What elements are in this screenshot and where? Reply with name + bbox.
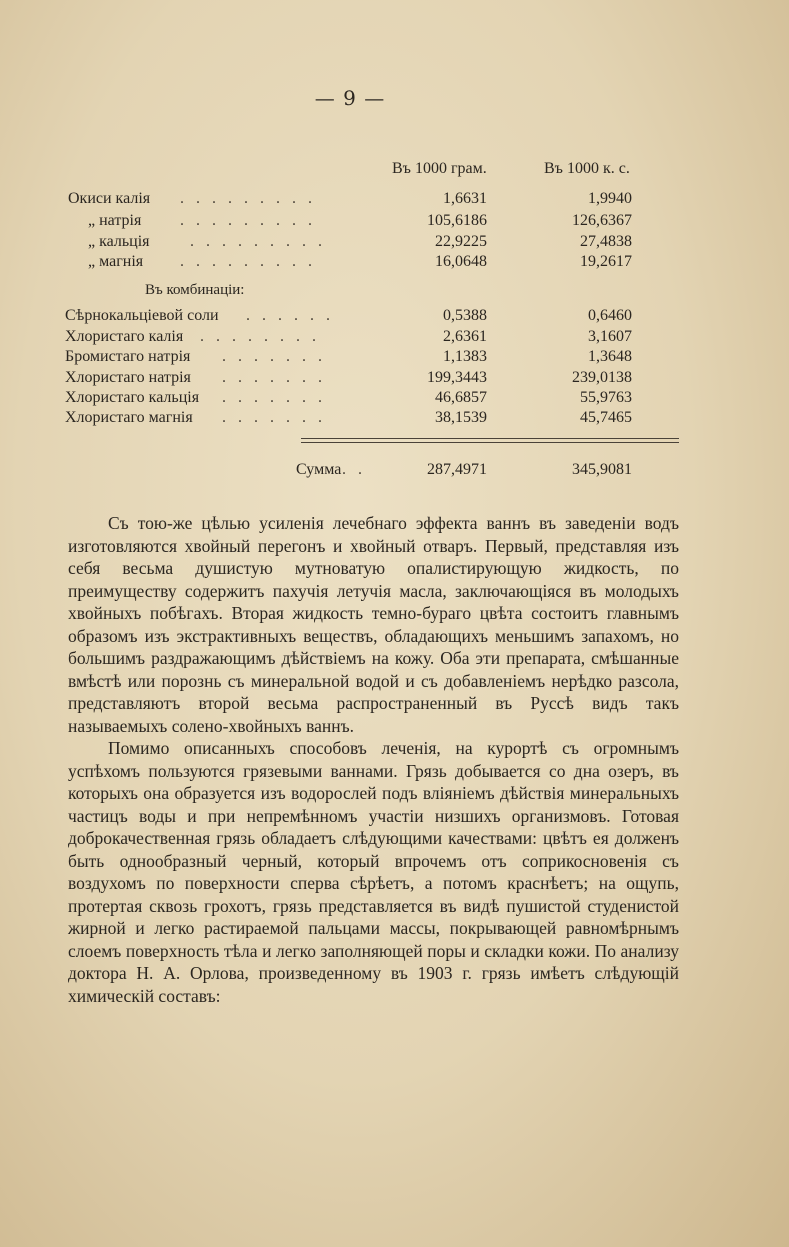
row-label: „ натрія [88,212,142,229]
value-cc: 3,1607 [588,328,632,345]
row-label: Бромистаго натрія [65,348,191,365]
leader-dots: . . . . . . [246,307,334,324]
value-grams: 16,0648 [435,253,487,270]
value-grams: 1,6631 [443,190,487,207]
sum-row [0,460,789,480]
value-grams: 0,5388 [443,307,487,324]
value-cc: 1,9940 [588,190,632,207]
leader-dots: . . . . . . . . . [180,253,316,270]
table-row [0,347,789,367]
row-label: Хлористаго магнія [65,409,193,426]
sum-divider [301,438,679,439]
row-label: Хлористаго натрія [65,369,191,386]
row-label: Хлористаго кальція [65,389,200,406]
table-header [0,160,789,182]
value-grams: 105,6186 [427,212,487,229]
value-cc: 0,6460 [588,307,632,324]
value-cc: 55,9763 [580,389,632,406]
sum-label: Сумма [296,461,342,478]
table-row [0,211,789,231]
row-label: „ магнія [88,253,144,270]
leader-dots: . . . . . . . [222,409,326,426]
value-grams: 38,1539 [435,409,487,426]
leader-dots: . . . . . . . [222,389,326,406]
table-row [0,388,789,408]
leader-dots: . . . . . . . . [200,328,320,345]
value-grams: 46,6857 [435,389,487,406]
table-row [0,189,789,209]
sum-value-grams: 287,4971 [427,461,487,478]
value-cc: 27,4838 [580,233,632,250]
row-label: Сѣрнокальціевой соли [65,307,219,324]
value-grams: 1,1383 [443,348,487,365]
leader-dots: . . . . . . . [222,369,326,386]
row-label: „ кальція [88,233,150,250]
page-number: — 9 — [314,86,386,110]
table-row [0,408,789,428]
value-grams: 22,9225 [435,233,487,250]
value-grams: 199,3443 [427,369,487,386]
value-cc: 45,7465 [580,409,632,426]
column-header-cc: Въ 1000 к. с. [544,160,630,177]
table-row [0,252,789,272]
leader-dots: . . . . . . . . . [190,233,326,250]
sum-divider-second [301,442,679,443]
combinations-heading: Въ комбинаціи: [145,282,245,298]
sum-value-cc: 345,9081 [572,461,632,478]
paragraph: Съ тою-же цѣлью усиленія лечебнаго эффекта ваннъ въ заведеніи водъ изготовляются хвойный перегонъ и хвойный отваръ. Первый, представляя изъ себя весьма душистую мутноватую опалистирующую жидкость, по преимуществу содержитъ пахучія летучія масла, заключающіяся въ молодыхъ хвойныхъ побѣгахъ. Вторая жидкость темно-бураго цвѣта состоитъ главнымъ образомъ изъ экстрактивныхъ веществъ, обладающихъ меньшимъ запахомъ, но большимъ раздражающимъ дѣйствіемъ на кожу. Оба эти препарата, смѣшанные вмѣстѣ или порознь съ минеральной водой и съ добавленіемъ нерѣдко разсола, представляютъ второй весьма распространенный въ Руссѣ видъ такъ называемыхъ солено-хвойныхъ ваннъ. [68,513,679,736]
table-row [0,232,789,252]
row-label: Окиси калія [68,190,151,207]
value-cc: 239,0138 [572,369,632,386]
body-text [68,512,679,1007]
value-cc: 126,6367 [572,212,632,229]
leader-dots: . . . . . . . . . [180,212,316,229]
table-row [0,327,789,347]
paragraph: Помимо описанныхъ способовъ леченія, на курортѣ съ огромнымъ успѣхомъ пользуются грязевыми ваннами. Грязь добывается со дна озеръ, въ которыхъ она образуется изъ водорослей подъ вліяніемъ дѣйствія минеральныхъ частицъ воды и при непремѣнномъ участіи низшихъ организмовъ. Готовая доброкачественная грязь обладаетъ слѣдующими качествами: цвѣтъ ея долженъ быть однообразный черный, который впрочемъ отъ соприкосновенія съ воздухомъ по поверхности сперва сѣрѣетъ, а потомъ краснѣетъ; на ощупь, протертая сквозь грохотъ, грязь представляется въ видѣ пушистой студенистой жирной и легко растираемой пальцами массы, покрывающей равномѣрнымъ слоемъ поверхность тѣла и легко заполняющей поры и складки кожи. По анализу доктора Н. А. Орлова, произведенному въ 1903 г. грязь имѣетъ слѣдующій химическій составъ: [68,738,679,1006]
value-grams: 2,6361 [443,328,487,345]
row-label: Хлористаго калія [65,328,184,345]
table-row [0,306,789,326]
value-cc: 1,3648 [588,348,632,365]
column-header-grams: Въ 1000 грам. [392,160,487,177]
table-row [0,368,789,388]
leader-dots: . . . . . . . [222,348,326,365]
leader-dots: . . [342,461,366,478]
leader-dots: . . . . . . . . . [180,190,316,207]
value-cc: 19,2617 [580,253,632,270]
